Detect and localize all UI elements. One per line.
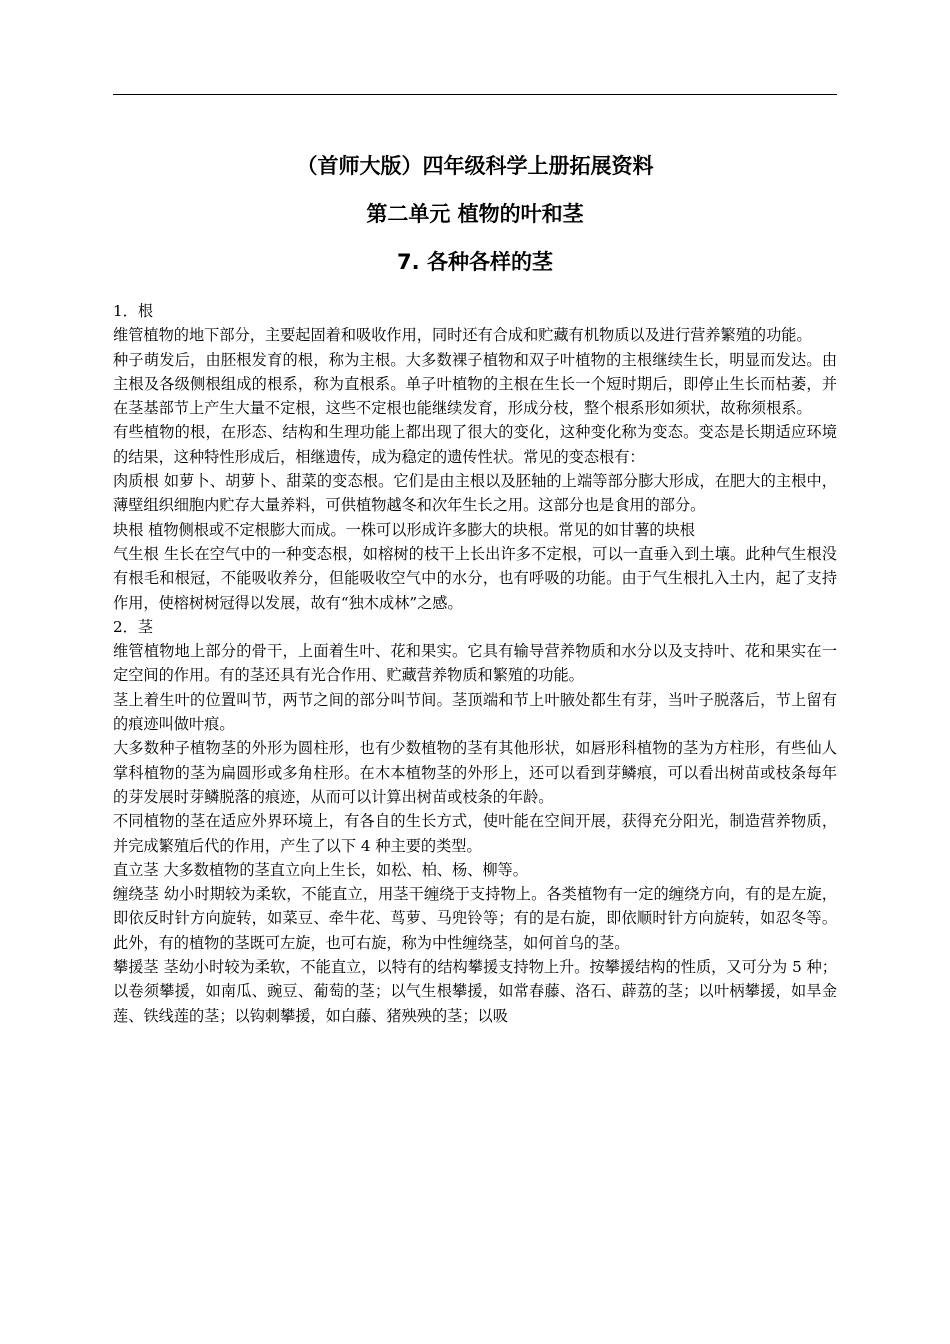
paragraph: 茎上着生叶的位置叫节，两节之间的部分叫节间。茎顶端和节上叶腋处都生有芽，当叶子脱落后，节上留有的痕迹叫做叶痕。 bbox=[113, 690, 837, 734]
paragraph: 气生根 生长在空气中的一种变态根，如榕树的枝干上长出许多不定根，可以一直垂入到土壤。此种气生根没有根毛和根冠，不能吸收养分，但能吸收空气中的水分，也有呼吸的功能。由于气生根扎入土内，起了支持作用，使榕树树冠得以发展，故有“独木成林”之感。 bbox=[113, 544, 837, 612]
paragraph: 大多数种子植物茎的外形为圆柱形，也有少数植物的茎有其他形状，如唇形科植物的茎为方柱形，有些仙人掌科植物的茎为扁圆形或多角柱形。在木本植物茎的外形上，还可以看到芽鳞痕，可以看出树苗或枝条每年的芽发展时芽鳞脱落的痕迹，从而可以计算出树苗或枝条的年龄。 bbox=[113, 739, 837, 806]
paragraph: 攀援茎 茎幼小时较为柔软，不能直立，以特有的结构攀援支持物上升。按攀援结构的性质，又可分为 5 种；以卷须攀援，如南瓜、豌豆、葡萄的茎；以气生根攀援，如常春藤、洛石、薜荔的茎；以叶柄攀援，如旱金莲、铁线莲的茎；以钩刺攀援，如白藤、猪殃殃的茎；以吸 bbox=[113, 958, 837, 1025]
section-heading-root: 1．根 bbox=[113, 302, 154, 320]
section-heading-stem: 2．茎 bbox=[113, 617, 154, 636]
doc-title: （首师大版）四年级科学上册拓展资料 bbox=[296, 154, 654, 178]
document-body bbox=[113, 299, 837, 1028]
paragraph: 维管植物的地下部分，主要起固着和吸收作用，同时还有合成和贮藏有机物质以及进行营养繁殖的功能。 bbox=[113, 326, 812, 345]
paragraph: 肉质根 如萝卜、胡萝卜、甜菜的变态根。它们是由主根以及胚轴的上端等部分膨大形成，在肥大的主根中，薄壁组织细胞内贮存大量养料，可供植物越冬和次年生长之用。这部分也是食用的部分。 bbox=[113, 472, 837, 515]
paragraph: 不同植物的茎在适应外界环境上，有各自的生长方式，使叶能在空间开展，获得充分阳光，制造营养物质，并完成繁殖后代的作用，产生了以下 4 种主要的类型。 bbox=[113, 812, 837, 855]
paragraph: 块根 植物侧根或不定根膨大而成。一株可以形成许多膨大的块根。常见的如甘薯的块根 bbox=[113, 520, 695, 539]
paragraph: 有些植物的根，在形态、结构和生理功能上都出现了很大的变化，这种变化称为变态。变态是长期适应环境的结果，这种特性形成后，相继遗传，成为稳定的遗传性状。常见的变态根有： bbox=[113, 423, 837, 466]
paragraph: 缠绕茎 幼小时期较为柔软，不能直立，用茎干缠绕于支持物上。各类植物有一定的缠绕方向，有的是左旋，即依反时针方向旋转，如菜豆、牵牛花、茑萝、马兜铃等；有的是右旋，即依顺时针方向旋转，如忍冬等。此外，有的植物的茎既可左旋，也可右旋，称为中性缠绕茎，如何首乌的茎。 bbox=[113, 885, 837, 952]
paragraph: 直立茎 大多数植物的茎直立向上生长，如松、柏、杨、柳等。 bbox=[113, 860, 528, 879]
paragraph: 维管植物地上部分的骨干，上面着生叶、花和果实。它具有输导营养物质和水分以及支持叶、花和果实在一定空间的作用。有的茎还具有光合作用、贮藏营养物质和繁殖的功能。 bbox=[113, 642, 837, 685]
title-block bbox=[113, 152, 837, 276]
paragraph: 种子萌发后，由胚根发育的根，称为主根。大多数裸子植物和双子叶植物的主根继续生长，明显而发达。由主根及各级侧根组成的根系，称为直根系。单子叶植物的主根在生长一个短时期后，即停止生长而枯萎，并在茎基部节上产生大量不定根，这些不定根也能继续发育，形成分枝，整个根系形如须状，故称须根系。 bbox=[113, 350, 837, 418]
header-rule bbox=[113, 94, 837, 95]
lesson-title: 7. 各种各样的茎 bbox=[397, 250, 553, 274]
unit-title: 第二单元 植物的叶和茎 bbox=[366, 202, 584, 226]
